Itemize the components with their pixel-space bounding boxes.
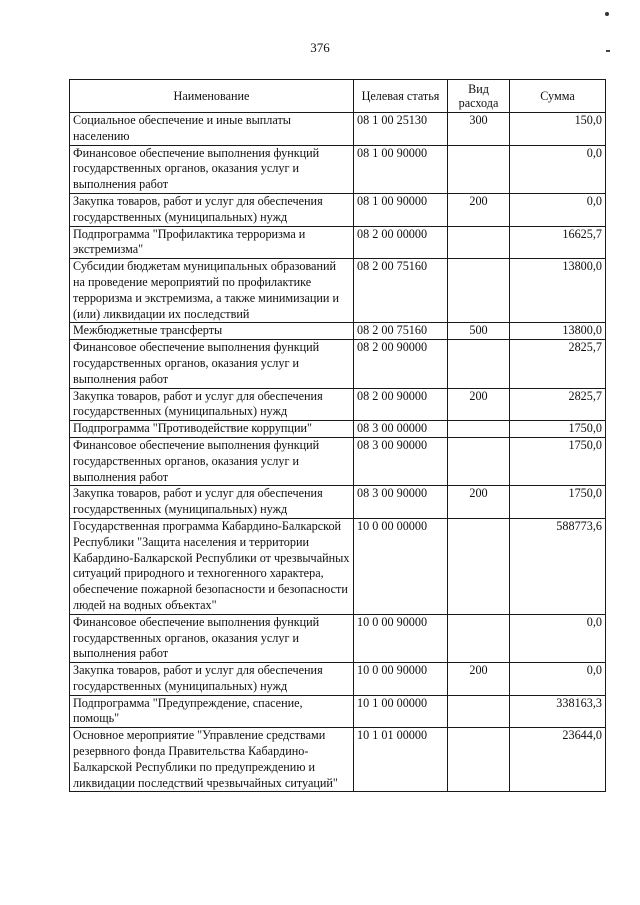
table-row: [70, 226, 606, 259]
header-amount: Сумма: [510, 80, 606, 113]
header-target-article: Целевая статья: [354, 80, 448, 113]
row-expense-type: 200: [448, 193, 510, 226]
row-expense-type: [448, 614, 510, 662]
row-target-article: 10 0 00 90000: [354, 663, 448, 696]
row-amount: 0,0: [510, 614, 606, 662]
table-row: [70, 518, 606, 614]
table-body: [70, 113, 606, 792]
row-expense-type: [448, 145, 510, 193]
row-name: Закупка товаров, работ и услуг для обеспечения государственных (муниципальных) нужд: [70, 193, 354, 226]
row-target-article: 08 2 00 75160: [354, 323, 448, 340]
table-row: [70, 421, 606, 438]
row-target-article: 08 1 00 90000: [354, 145, 448, 193]
row-amount: 1750,0: [510, 437, 606, 485]
row-name: Подпрограмма "Противодействие коррупции": [70, 421, 354, 438]
table-row: [70, 614, 606, 662]
row-target-article: 08 2 00 90000: [354, 388, 448, 421]
row-amount: 1750,0: [510, 421, 606, 438]
row-target-article: 08 1 00 90000: [354, 193, 448, 226]
row-target-article: 08 2 00 75160: [354, 259, 448, 323]
row-target-article: 08 3 00 00000: [354, 421, 448, 438]
row-expense-type: 200: [448, 663, 510, 696]
header-name: Наименование: [70, 80, 354, 113]
row-name: Социальное обеспечение и иные выплаты населению: [70, 113, 354, 146]
table-row: [70, 340, 606, 388]
row-target-article: 08 2 00 00000: [354, 226, 448, 259]
row-expense-type: 200: [448, 388, 510, 421]
row-name: Закупка товаров, работ и услуг для обеспечения государственных (муниципальных) нужд: [70, 486, 354, 519]
row-expense-type: [448, 728, 510, 792]
row-name: Финансовое обеспечение выполнения функций государственных органов, оказания услуг и выполнения работ: [70, 614, 354, 662]
row-name: Основное мероприятие "Управление средствами резервного фонда Правительства Кабардино-Балкарской Республики по предупреждению и ликвидации последствий чрезвычайных ситуаций": [70, 728, 354, 792]
row-expense-type: [448, 259, 510, 323]
row-expense-type: [448, 226, 510, 259]
row-name: Закупка товаров, работ и услуг для обеспечения государственных (муниципальных) нужд: [70, 388, 354, 421]
row-expense-type: 300: [448, 113, 510, 146]
row-name: Подпрограмма "Профилактика терроризма и экстремизма": [70, 226, 354, 259]
table-row: [70, 486, 606, 519]
header-expense-type: Вид расхода: [448, 80, 510, 113]
row-target-article: 10 0 00 90000: [354, 614, 448, 662]
row-target-article: 08 2 00 90000: [354, 340, 448, 388]
row-amount: 2825,7: [510, 388, 606, 421]
row-expense-type: [448, 421, 510, 438]
row-name: Подпрограмма "Предупреждение, спасение, помощь": [70, 695, 354, 728]
row-target-article: 08 1 00 25130: [354, 113, 448, 146]
table-row: [70, 193, 606, 226]
table-row: [70, 437, 606, 485]
row-expense-type: 200: [448, 486, 510, 519]
row-name: Государственная программа Кабардино-Балкарской Республики "Защита населения и территории Кабардино-Балкарской Республики от чрезвычайных ситуаций природного и техногенного характера, обеспечение пожарной безопасности и безопасности людей на водных объектах": [70, 518, 354, 614]
row-amount: 0,0: [510, 145, 606, 193]
row-name: Межбюджетные трансферты: [70, 323, 354, 340]
row-amount: 16625,7: [510, 226, 606, 259]
row-amount: 150,0: [510, 113, 606, 146]
row-expense-type: [448, 340, 510, 388]
row-name: Финансовое обеспечение выполнения функций государственных органов, оказания услуг и выполнения работ: [70, 437, 354, 485]
row-expense-type: 500: [448, 323, 510, 340]
row-amount: 1750,0: [510, 486, 606, 519]
row-amount: 588773,6: [510, 518, 606, 614]
table-row: [70, 259, 606, 323]
row-target-article: 10 1 01 00000: [354, 728, 448, 792]
row-name: Финансовое обеспечение выполнения функций государственных органов, оказания услуг и выполнения работ: [70, 145, 354, 193]
page-number: 376: [310, 40, 330, 55]
budget-table: [69, 79, 606, 792]
row-target-article: 10 1 00 00000: [354, 695, 448, 728]
row-name: Субсидии бюджетам муниципальных образований на проведение мероприятий по профилактике терроризма и экстремизма, а также минимизации и (или) ликвидации их последствий: [70, 259, 354, 323]
table-row: [70, 695, 606, 728]
row-expense-type: [448, 518, 510, 614]
row-expense-type: [448, 695, 510, 728]
table-row: [70, 323, 606, 340]
row-expense-type: [448, 437, 510, 485]
row-target-article: 08 3 00 90000: [354, 437, 448, 485]
row-amount: 2825,7: [510, 340, 606, 388]
table-header-row: [70, 80, 606, 113]
table-row: [70, 113, 606, 146]
row-name: Закупка товаров, работ и услуг для обеспечения государственных (муниципальных) нужд: [70, 663, 354, 696]
row-amount: 338163,3: [510, 695, 606, 728]
row-amount: 0,0: [510, 193, 606, 226]
row-amount: 13800,0: [510, 323, 606, 340]
row-target-article: 10 0 00 00000: [354, 518, 448, 614]
row-name: Финансовое обеспечение выполнения функций государственных органов, оказания услуг и выполнения работ: [70, 340, 354, 388]
row-target-article: 08 3 00 90000: [354, 486, 448, 519]
table-row: [70, 388, 606, 421]
scan-mark: [605, 12, 609, 16]
table-row: [70, 663, 606, 696]
row-amount: 23644,0: [510, 728, 606, 792]
table-row: [70, 728, 606, 792]
table-row: [70, 145, 606, 193]
row-amount: 13800,0: [510, 259, 606, 323]
row-amount: 0,0: [510, 663, 606, 696]
